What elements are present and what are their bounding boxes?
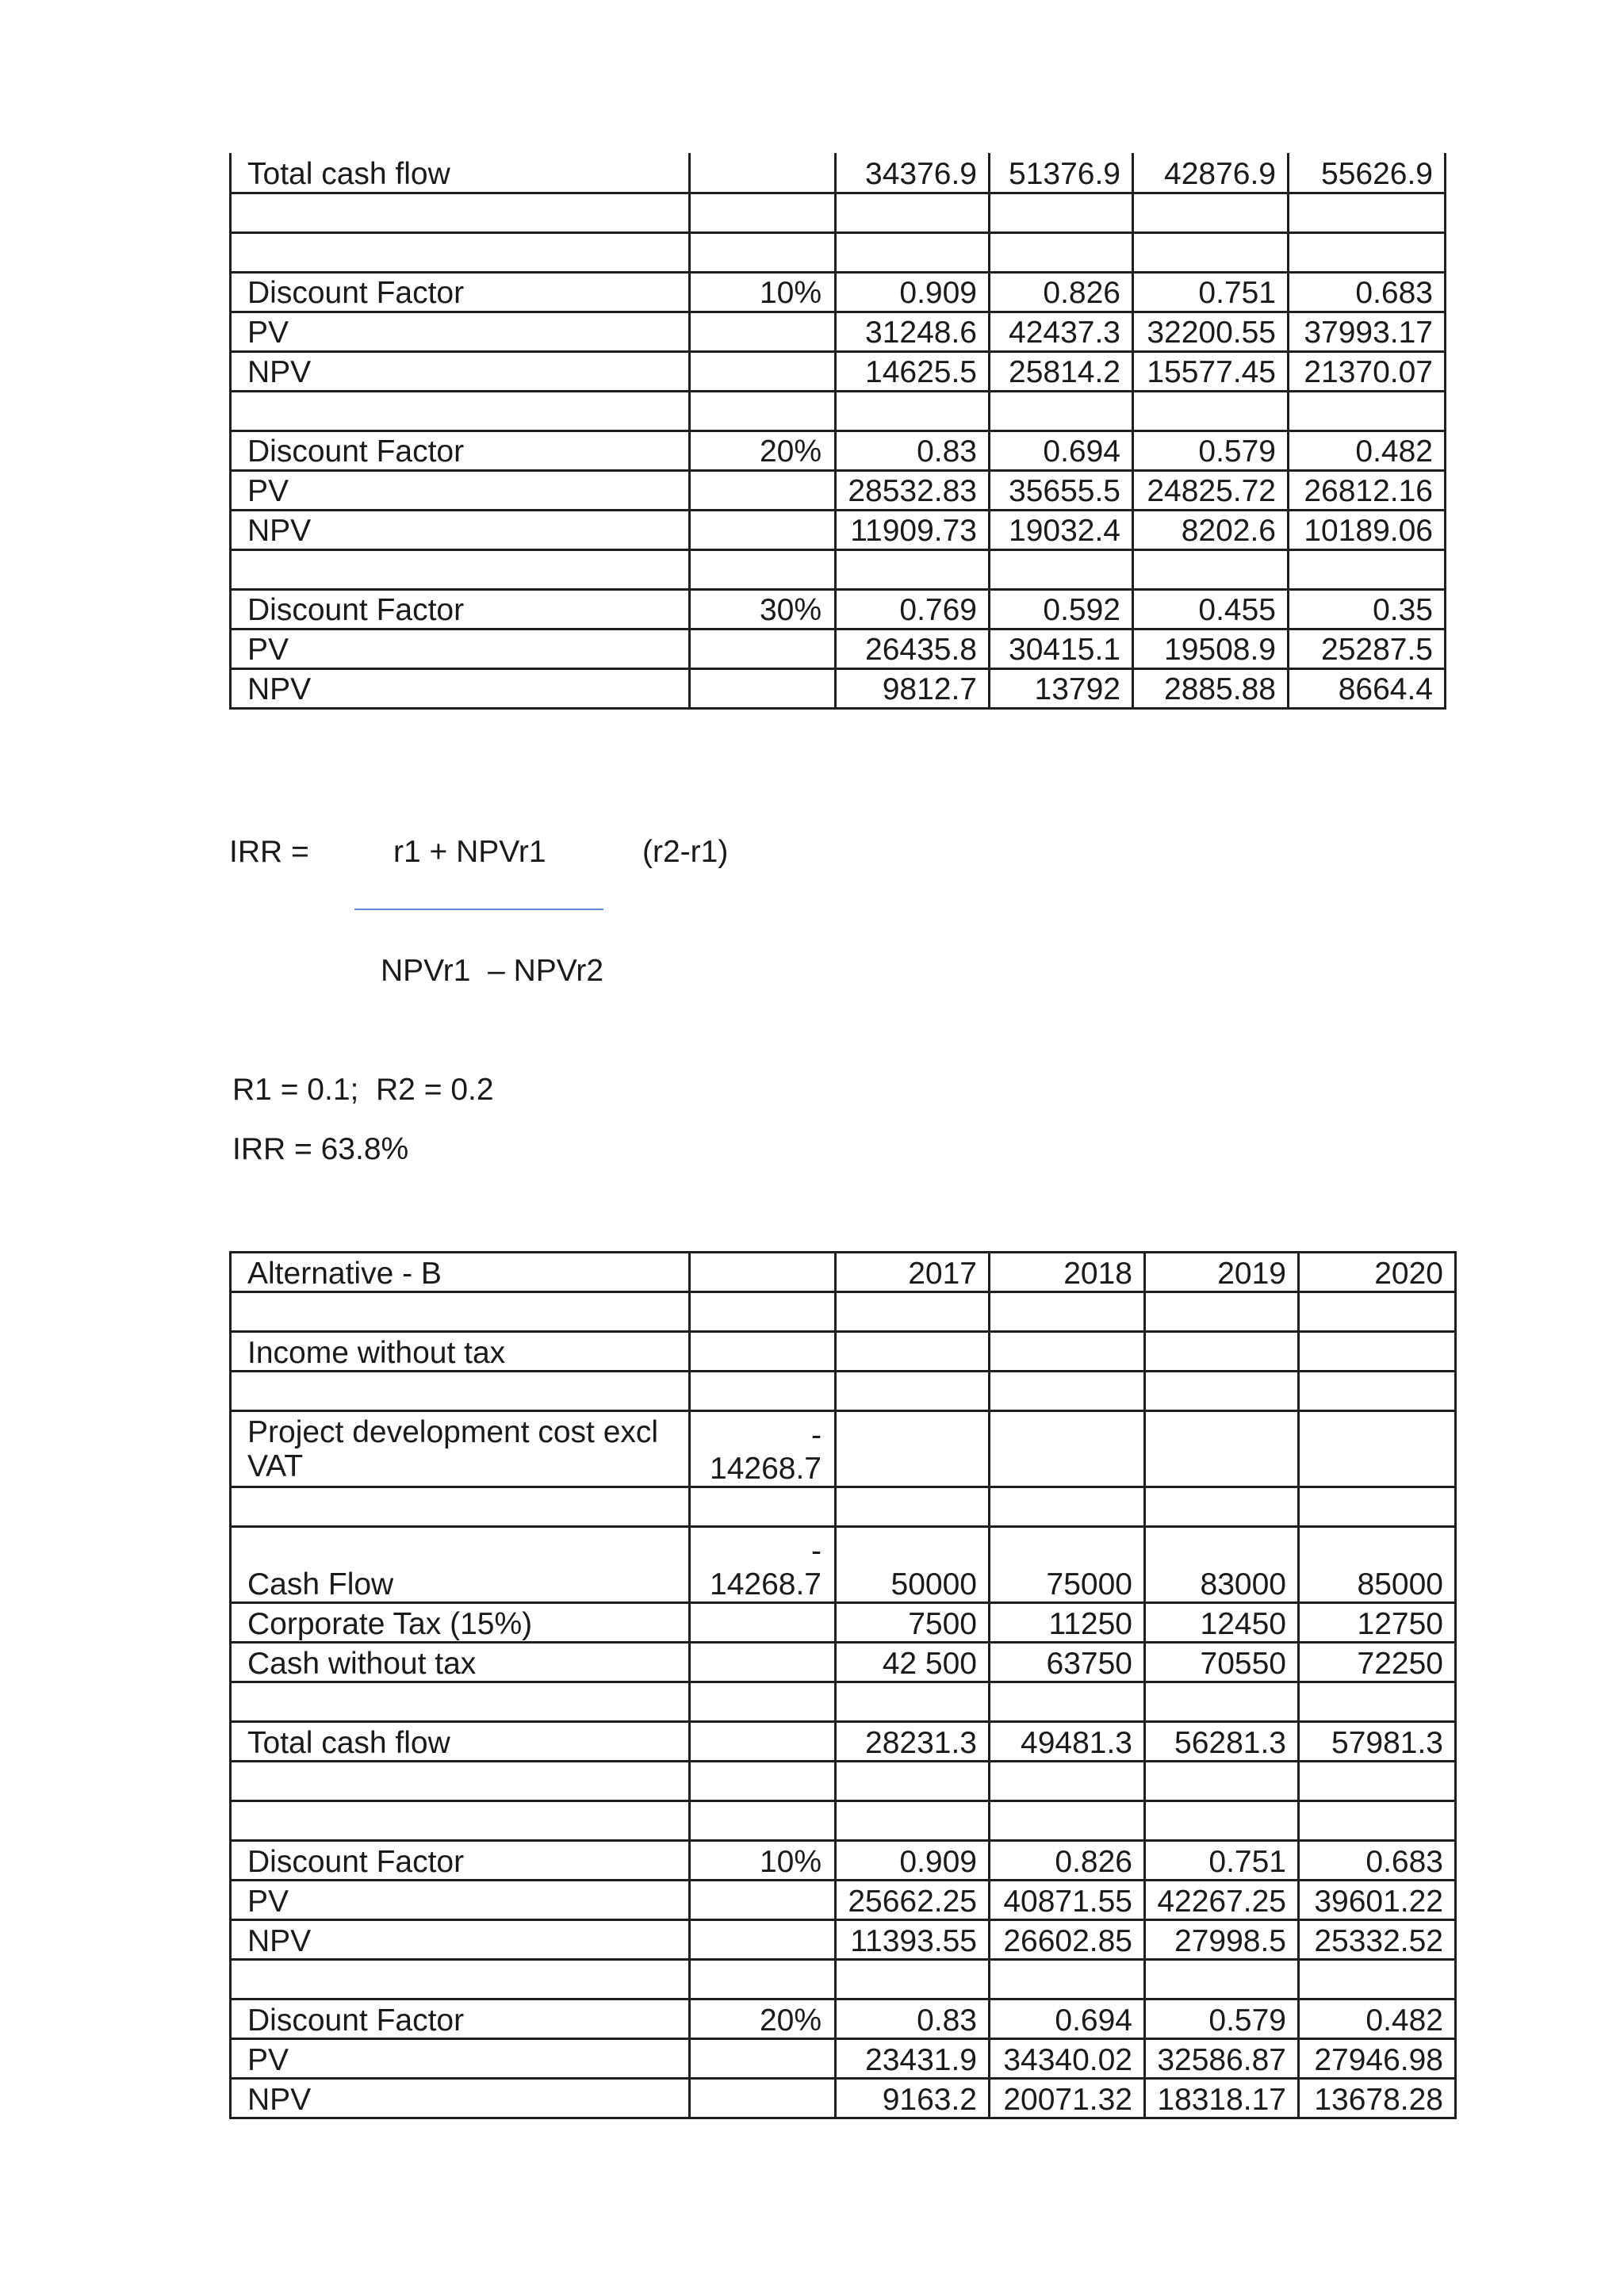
value-cell: 0.751 [1133, 272, 1289, 312]
value-cell: 15577.45 [1133, 351, 1289, 391]
value-cell [1133, 549, 1289, 589]
value-cell: 55626.9 [1289, 153, 1446, 193]
value-cell [836, 1411, 990, 1487]
value-cell [1145, 1801, 1299, 1841]
value-cell [836, 1762, 990, 1801]
rate-cell [690, 668, 836, 708]
value-cell [990, 1292, 1145, 1332]
value-cell: 13792 [990, 668, 1133, 708]
value-cell: 0.592 [990, 589, 1133, 629]
rate-cell [690, 1682, 836, 1722]
rate-cell [690, 391, 836, 430]
row-label-cell: NPV [231, 510, 690, 549]
rate-cell: 20% [690, 430, 836, 470]
value-cell: 0.455 [1133, 589, 1289, 629]
rate-cell [690, 1722, 836, 1762]
row-label-cell: Discount Factor [231, 1999, 690, 2039]
value-cell [990, 1411, 1145, 1487]
table-row [231, 1411, 1456, 1487]
rate-cell: - 14268.7 [690, 1527, 836, 1603]
value-cell: 0.694 [990, 1999, 1145, 2039]
row-label-cell: Corporate Tax (15%) [231, 1603, 690, 1643]
irr-rates: R1 = 0.1; R2 = 0.2 [232, 1073, 494, 1107]
rate-cell [690, 1487, 836, 1527]
rate-cell: 30% [690, 589, 836, 629]
value-cell [836, 1292, 990, 1332]
value-cell: 21370.07 [1289, 351, 1446, 391]
value-cell: 32200.55 [1133, 312, 1289, 351]
value-cell [990, 549, 1133, 589]
table-row [231, 1292, 1456, 1332]
value-cell: 25814.2 [990, 351, 1133, 391]
value-cell: 0.683 [1289, 272, 1446, 312]
value-cell: 39601.22 [1299, 1881, 1456, 1920]
value-cell: 8202.6 [1133, 510, 1289, 549]
table-row [231, 1332, 1456, 1372]
row-label-cell: PV [231, 1881, 690, 1920]
alternative-a-table [229, 153, 1446, 710]
value-cell: 72250 [1299, 1643, 1456, 1682]
row-label-cell [231, 1372, 690, 1411]
row-label-cell [231, 193, 690, 232]
rate-cell [690, 2079, 836, 2118]
value-cell: 0.826 [990, 272, 1133, 312]
value-cell: 13678.28 [1299, 2079, 1456, 2118]
table-row [231, 510, 1446, 549]
value-cell: 26812.16 [1289, 470, 1446, 510]
table-row [231, 1253, 1456, 1292]
table-row [231, 351, 1446, 391]
row-label-cell: Alternative - B [231, 1253, 690, 1292]
value-cell: 0.826 [990, 1841, 1145, 1881]
value-cell: 31248.6 [836, 312, 990, 351]
table-row [231, 391, 1446, 430]
value-cell: 2885.88 [1133, 668, 1289, 708]
row-label-cell [231, 1487, 690, 1527]
value-cell [1145, 1960, 1299, 1999]
table-row [231, 549, 1446, 589]
table-row [231, 1372, 1456, 1411]
table-row [231, 1643, 1456, 1682]
table-row [231, 2039, 1456, 2079]
value-cell [1133, 391, 1289, 430]
value-cell [836, 193, 990, 232]
table-row [231, 430, 1446, 470]
rate-cell [690, 470, 836, 510]
value-cell [1299, 1372, 1456, 1411]
row-label-cell: Total cash flow [231, 1722, 690, 1762]
table-row [231, 470, 1446, 510]
value-cell: 20071.32 [990, 2079, 1145, 2118]
rate-cell [690, 153, 836, 193]
value-cell: 40871.55 [990, 1881, 1145, 1920]
value-cell: 26602.85 [990, 1920, 1145, 1960]
value-cell: 12750 [1299, 1603, 1456, 1643]
rate-cell [690, 351, 836, 391]
value-cell [836, 1682, 990, 1722]
value-cell: 2019 [1145, 1253, 1299, 1292]
value-cell: 11393.55 [836, 1920, 990, 1960]
rate-cell [690, 1253, 836, 1292]
value-cell [836, 1332, 990, 1372]
fraction-line [354, 909, 603, 910]
value-cell [990, 1762, 1145, 1801]
value-cell: 0.909 [836, 1841, 990, 1881]
value-cell: 0.482 [1299, 1999, 1456, 2039]
value-cell [990, 1332, 1145, 1372]
rate-cell [690, 1372, 836, 1411]
value-cell [990, 1487, 1145, 1527]
value-cell: 34376.9 [836, 153, 990, 193]
row-label-cell [231, 232, 690, 272]
value-cell: 83000 [1145, 1527, 1299, 1603]
value-cell: 0.482 [1289, 430, 1446, 470]
value-cell: 11250 [990, 1603, 1145, 1643]
row-label-cell: Cash Flow [231, 1527, 690, 1603]
table-row [231, 629, 1446, 668]
rate-cell [690, 1292, 836, 1332]
value-cell: 8664.4 [1289, 668, 1446, 708]
table-row [231, 153, 1446, 193]
table-row [231, 2079, 1456, 2118]
row-label-cell: Discount Factor [231, 272, 690, 312]
value-cell: 11909.73 [836, 510, 990, 549]
value-cell: 63750 [990, 1643, 1145, 1682]
table-row [231, 1960, 1456, 1999]
value-cell [1299, 1487, 1456, 1527]
value-cell [836, 1801, 990, 1841]
value-cell: 85000 [1299, 1527, 1456, 1603]
value-cell: 56281.3 [1145, 1722, 1299, 1762]
value-cell: 9812.7 [836, 668, 990, 708]
table-row [231, 1999, 1456, 2039]
value-cell: 10189.06 [1289, 510, 1446, 549]
value-cell: 0.579 [1133, 430, 1289, 470]
value-cell [1145, 1372, 1299, 1411]
row-label-cell: Total cash flow [231, 153, 690, 193]
value-cell [1289, 549, 1446, 589]
value-cell [1289, 391, 1446, 430]
value-cell: 42 500 [836, 1643, 990, 1682]
table-row [231, 1722, 1456, 1762]
rate-cell [690, 1960, 836, 1999]
rate-cell [690, 549, 836, 589]
table-row [231, 668, 1446, 708]
value-cell [1289, 193, 1446, 232]
value-cell [1299, 1801, 1456, 1841]
value-cell: 42437.3 [990, 312, 1133, 351]
table-row [231, 589, 1446, 629]
value-cell [836, 391, 990, 430]
row-label-cell [231, 1801, 690, 1841]
row-label-cell: Cash without tax [231, 1643, 690, 1682]
value-cell [836, 232, 990, 272]
rate-cell [690, 1920, 836, 1960]
value-cell: 12450 [1145, 1603, 1299, 1643]
value-cell: 19032.4 [990, 510, 1133, 549]
value-cell [1299, 1762, 1456, 1801]
value-cell: 30415.1 [990, 629, 1133, 668]
rate-cell [690, 510, 836, 549]
value-cell [1299, 1682, 1456, 1722]
value-cell [1299, 1411, 1456, 1487]
value-cell: 18318.17 [1145, 2079, 1299, 2118]
value-cell [1145, 1292, 1299, 1332]
value-cell: 42267.25 [1145, 1881, 1299, 1920]
value-cell: 25332.52 [1299, 1920, 1456, 1960]
value-cell: 7500 [836, 1603, 990, 1643]
value-cell: 35655.5 [990, 470, 1133, 510]
row-label-cell: NPV [231, 2079, 690, 2118]
value-cell [1299, 1292, 1456, 1332]
irr-result: IRR = 63.8% [232, 1132, 409, 1166]
value-cell: 75000 [990, 1527, 1145, 1603]
value-cell: 57981.3 [1299, 1722, 1456, 1762]
value-cell: 0.579 [1145, 1999, 1299, 2039]
irr-numerator: r1 + NPVr1 [393, 835, 546, 869]
rate-cell [690, 312, 836, 351]
value-cell: 24825.72 [1133, 470, 1289, 510]
row-label-cell: NPV [231, 668, 690, 708]
row-label-cell: Income without tax [231, 1332, 690, 1372]
value-cell [990, 1801, 1145, 1841]
row-label-cell [231, 1292, 690, 1332]
value-cell [836, 1372, 990, 1411]
value-cell: 0.769 [836, 589, 990, 629]
value-cell: 0.909 [836, 272, 990, 312]
table-row [231, 232, 1446, 272]
row-label-cell: Project development cost excl VAT [231, 1411, 690, 1487]
table-row [231, 272, 1446, 312]
row-label-cell [231, 1762, 690, 1801]
table-row [231, 193, 1446, 232]
value-cell: 34340.02 [990, 2039, 1145, 2079]
table-row [231, 1682, 1456, 1722]
value-cell [836, 1960, 990, 1999]
value-cell: 0.683 [1299, 1841, 1456, 1881]
value-cell [990, 1682, 1145, 1722]
value-cell: 49481.3 [990, 1722, 1145, 1762]
rate-cell [690, 629, 836, 668]
rate-cell [690, 2039, 836, 2079]
rate-cell: - 14268.7 [690, 1411, 836, 1487]
value-cell: 0.694 [990, 430, 1133, 470]
rate-cell [690, 1762, 836, 1801]
rate-cell: 20% [690, 1999, 836, 2039]
row-label-cell: NPV [231, 351, 690, 391]
value-cell: 2017 [836, 1253, 990, 1292]
value-cell [1145, 1682, 1299, 1722]
rate-cell [690, 193, 836, 232]
table-row [231, 1881, 1456, 1920]
value-cell: 27946.98 [1299, 2039, 1456, 2079]
row-label-cell: Discount Factor [231, 1841, 690, 1881]
value-cell: 28231.3 [836, 1722, 990, 1762]
table-row [231, 1762, 1456, 1801]
value-cell: 0.83 [836, 1999, 990, 2039]
value-cell [1299, 1960, 1456, 1999]
value-cell [990, 391, 1133, 430]
row-label-cell: PV [231, 629, 690, 668]
row-label-cell [231, 549, 690, 589]
value-cell: 9163.2 [836, 2079, 990, 2118]
value-cell: 0.751 [1145, 1841, 1299, 1881]
value-cell: 25287.5 [1289, 629, 1446, 668]
value-cell [1145, 1762, 1299, 1801]
value-cell: 51376.9 [990, 153, 1133, 193]
value-cell: 0.35 [1289, 589, 1446, 629]
value-cell [836, 549, 990, 589]
value-cell: 25662.25 [836, 1881, 990, 1920]
row-label-cell [231, 1960, 690, 1999]
table-row [231, 1801, 1456, 1841]
row-label-cell [231, 391, 690, 430]
value-cell [990, 1960, 1145, 1999]
rate-cell: 10% [690, 1841, 836, 1881]
row-label-cell [231, 1682, 690, 1722]
rate-cell [690, 232, 836, 272]
value-cell: 27998.5 [1145, 1920, 1299, 1960]
value-cell: 50000 [836, 1527, 990, 1603]
value-cell: 37993.17 [1289, 312, 1446, 351]
table-row [231, 312, 1446, 351]
value-cell [1133, 232, 1289, 272]
value-cell: 14625.5 [836, 351, 990, 391]
table-row [231, 1920, 1456, 1960]
rate-cell [690, 1603, 836, 1643]
table-row [231, 1487, 1456, 1527]
value-cell [836, 1487, 990, 1527]
value-cell: 28532.83 [836, 470, 990, 510]
value-cell [1299, 1332, 1456, 1372]
table-row [231, 1603, 1456, 1643]
table-row [231, 1841, 1456, 1881]
value-cell [1289, 232, 1446, 272]
value-cell [1145, 1332, 1299, 1372]
irr-label: IRR = [229, 835, 309, 869]
irr-factor: (r2-r1) [642, 835, 729, 869]
value-cell [1145, 1411, 1299, 1487]
value-cell [990, 193, 1133, 232]
value-cell [1145, 1487, 1299, 1527]
value-cell: 19508.9 [1133, 629, 1289, 668]
value-cell: 32586.87 [1145, 2039, 1299, 2079]
rate-cell [690, 1801, 836, 1841]
value-cell: 2018 [990, 1253, 1145, 1292]
value-cell: 2020 [1299, 1253, 1456, 1292]
row-label-cell: NPV [231, 1920, 690, 1960]
value-cell: 26435.8 [836, 629, 990, 668]
row-label-cell: PV [231, 470, 690, 510]
value-cell: 70550 [1145, 1643, 1299, 1682]
rate-cell [690, 1332, 836, 1372]
irr-denominator: NPVr1 – NPVr2 [381, 954, 604, 988]
value-cell: 23431.9 [836, 2039, 990, 2079]
rate-cell [690, 1881, 836, 1920]
value-cell: 0.83 [836, 430, 990, 470]
value-cell: 42876.9 [1133, 153, 1289, 193]
row-label-cell: Discount Factor [231, 589, 690, 629]
alternative-b-table [229, 1251, 1457, 2119]
row-label-cell: PV [231, 312, 690, 351]
rate-cell: 10% [690, 272, 836, 312]
row-label-cell: PV [231, 2039, 690, 2079]
row-label-cell: Discount Factor [231, 430, 690, 470]
value-cell [1133, 193, 1289, 232]
table-row [231, 1527, 1456, 1603]
rate-cell [690, 1643, 836, 1682]
value-cell [990, 232, 1133, 272]
value-cell [990, 1372, 1145, 1411]
